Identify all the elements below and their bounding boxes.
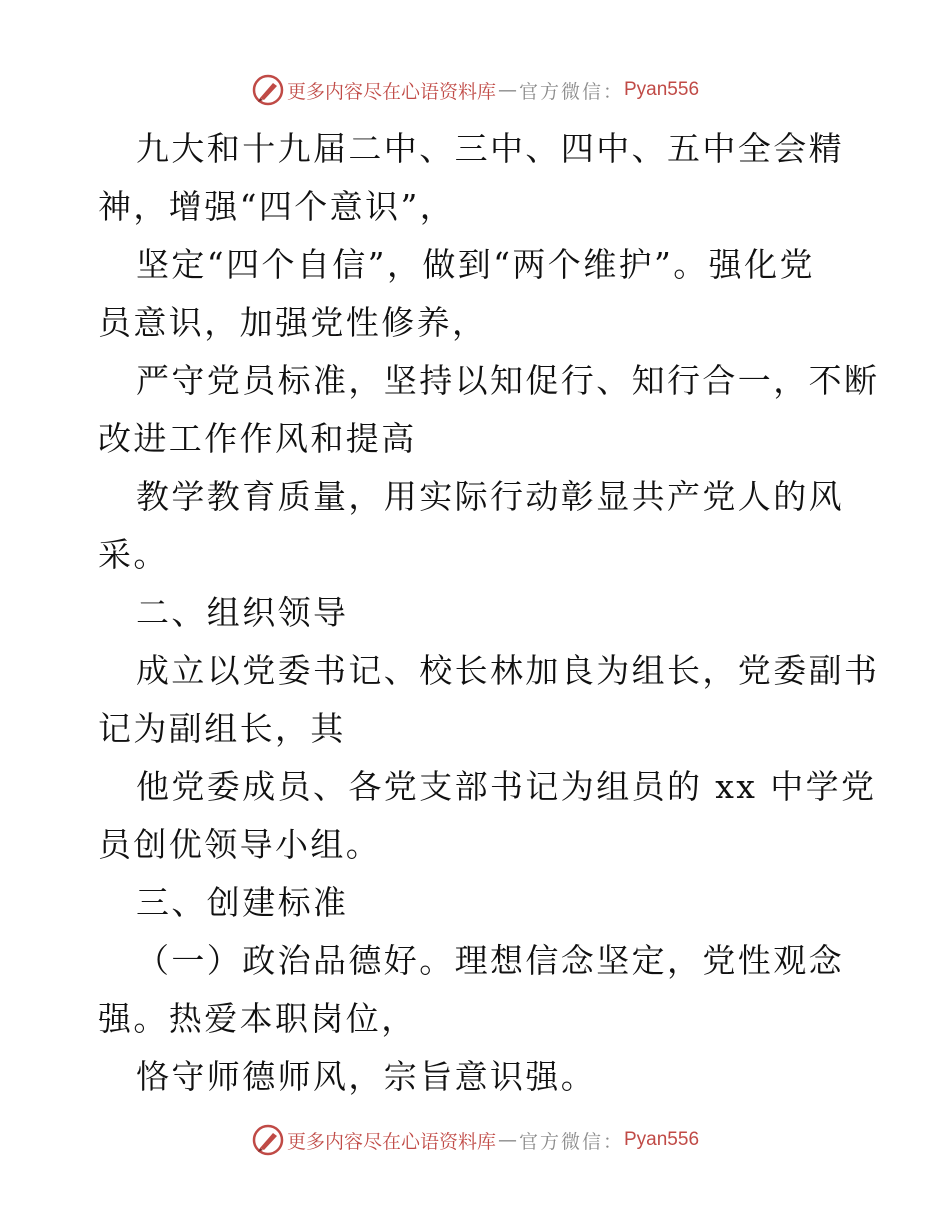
text-line: 员意识，加强党性修养， (98, 303, 488, 342)
text-line: 神，增强“四个意识”， (98, 187, 456, 226)
text-line: 恪守师德师风，宗旨意识强。 (136, 1057, 597, 1096)
text-line: （一）政治品德好。理想信念坚定，党性观念 (136, 941, 844, 980)
pen-logo-icon (251, 1123, 285, 1157)
watermark-wechat-id: Pyan556 (624, 1129, 700, 1150)
text-line: 二、组织领导 (136, 593, 349, 632)
text-line: 记为副组长，其 (98, 709, 346, 748)
footer-watermark (0, 1120, 950, 1160)
paragraph (98, 468, 858, 584)
paragraph (98, 642, 880, 758)
watermark-official-text: 官方微信： (518, 1130, 624, 1153)
watermark-official-text: 官方微信： (518, 80, 624, 103)
watermark-wechat-id: Pyan556 (624, 79, 700, 100)
text-line: 改进工作作风和提高 (98, 419, 417, 458)
paragraph (98, 1048, 858, 1106)
text-line: 成立以党委书记、校长林加良为组长，党委副书 (136, 651, 880, 690)
text-line: 强。热爱本职岗位， (98, 999, 417, 1038)
text-line: 三、创建标准 (136, 883, 349, 922)
watermark-site-text: 更多内容尽在心语资料库 (286, 80, 496, 103)
header-watermark (0, 70, 950, 110)
text-line: 采。 (98, 535, 169, 574)
text-line: 他党委成员、各党支部书记为组员的 xx 中学党 (136, 767, 877, 806)
paragraph (98, 236, 858, 352)
pen-logo-icon (251, 73, 285, 107)
text-line: 坚定“四个自信”，做到“两个维护”。强化党 (136, 245, 815, 284)
paragraph (98, 352, 880, 468)
watermark-dash: — (497, 1129, 517, 1151)
section-heading (98, 584, 858, 642)
watermark-dash: — (497, 79, 517, 101)
watermark-site-text: 更多内容尽在心语资料库 (286, 1130, 496, 1153)
text-line: 员创优领导小组。 (98, 825, 382, 864)
paragraph (98, 120, 858, 236)
paragraph (98, 932, 858, 1048)
document-body (98, 120, 880, 1106)
paragraph (98, 758, 877, 874)
text-line: 九大和十九届二中、三中、四中、五中全会精 (136, 129, 844, 168)
section-heading (98, 874, 858, 932)
text-line: 教学教育质量，用实际行动彰显共产党人的风 (136, 477, 844, 516)
text-line: 严守党员标准，坚持以知促行、知行合一，不断 (136, 361, 880, 400)
